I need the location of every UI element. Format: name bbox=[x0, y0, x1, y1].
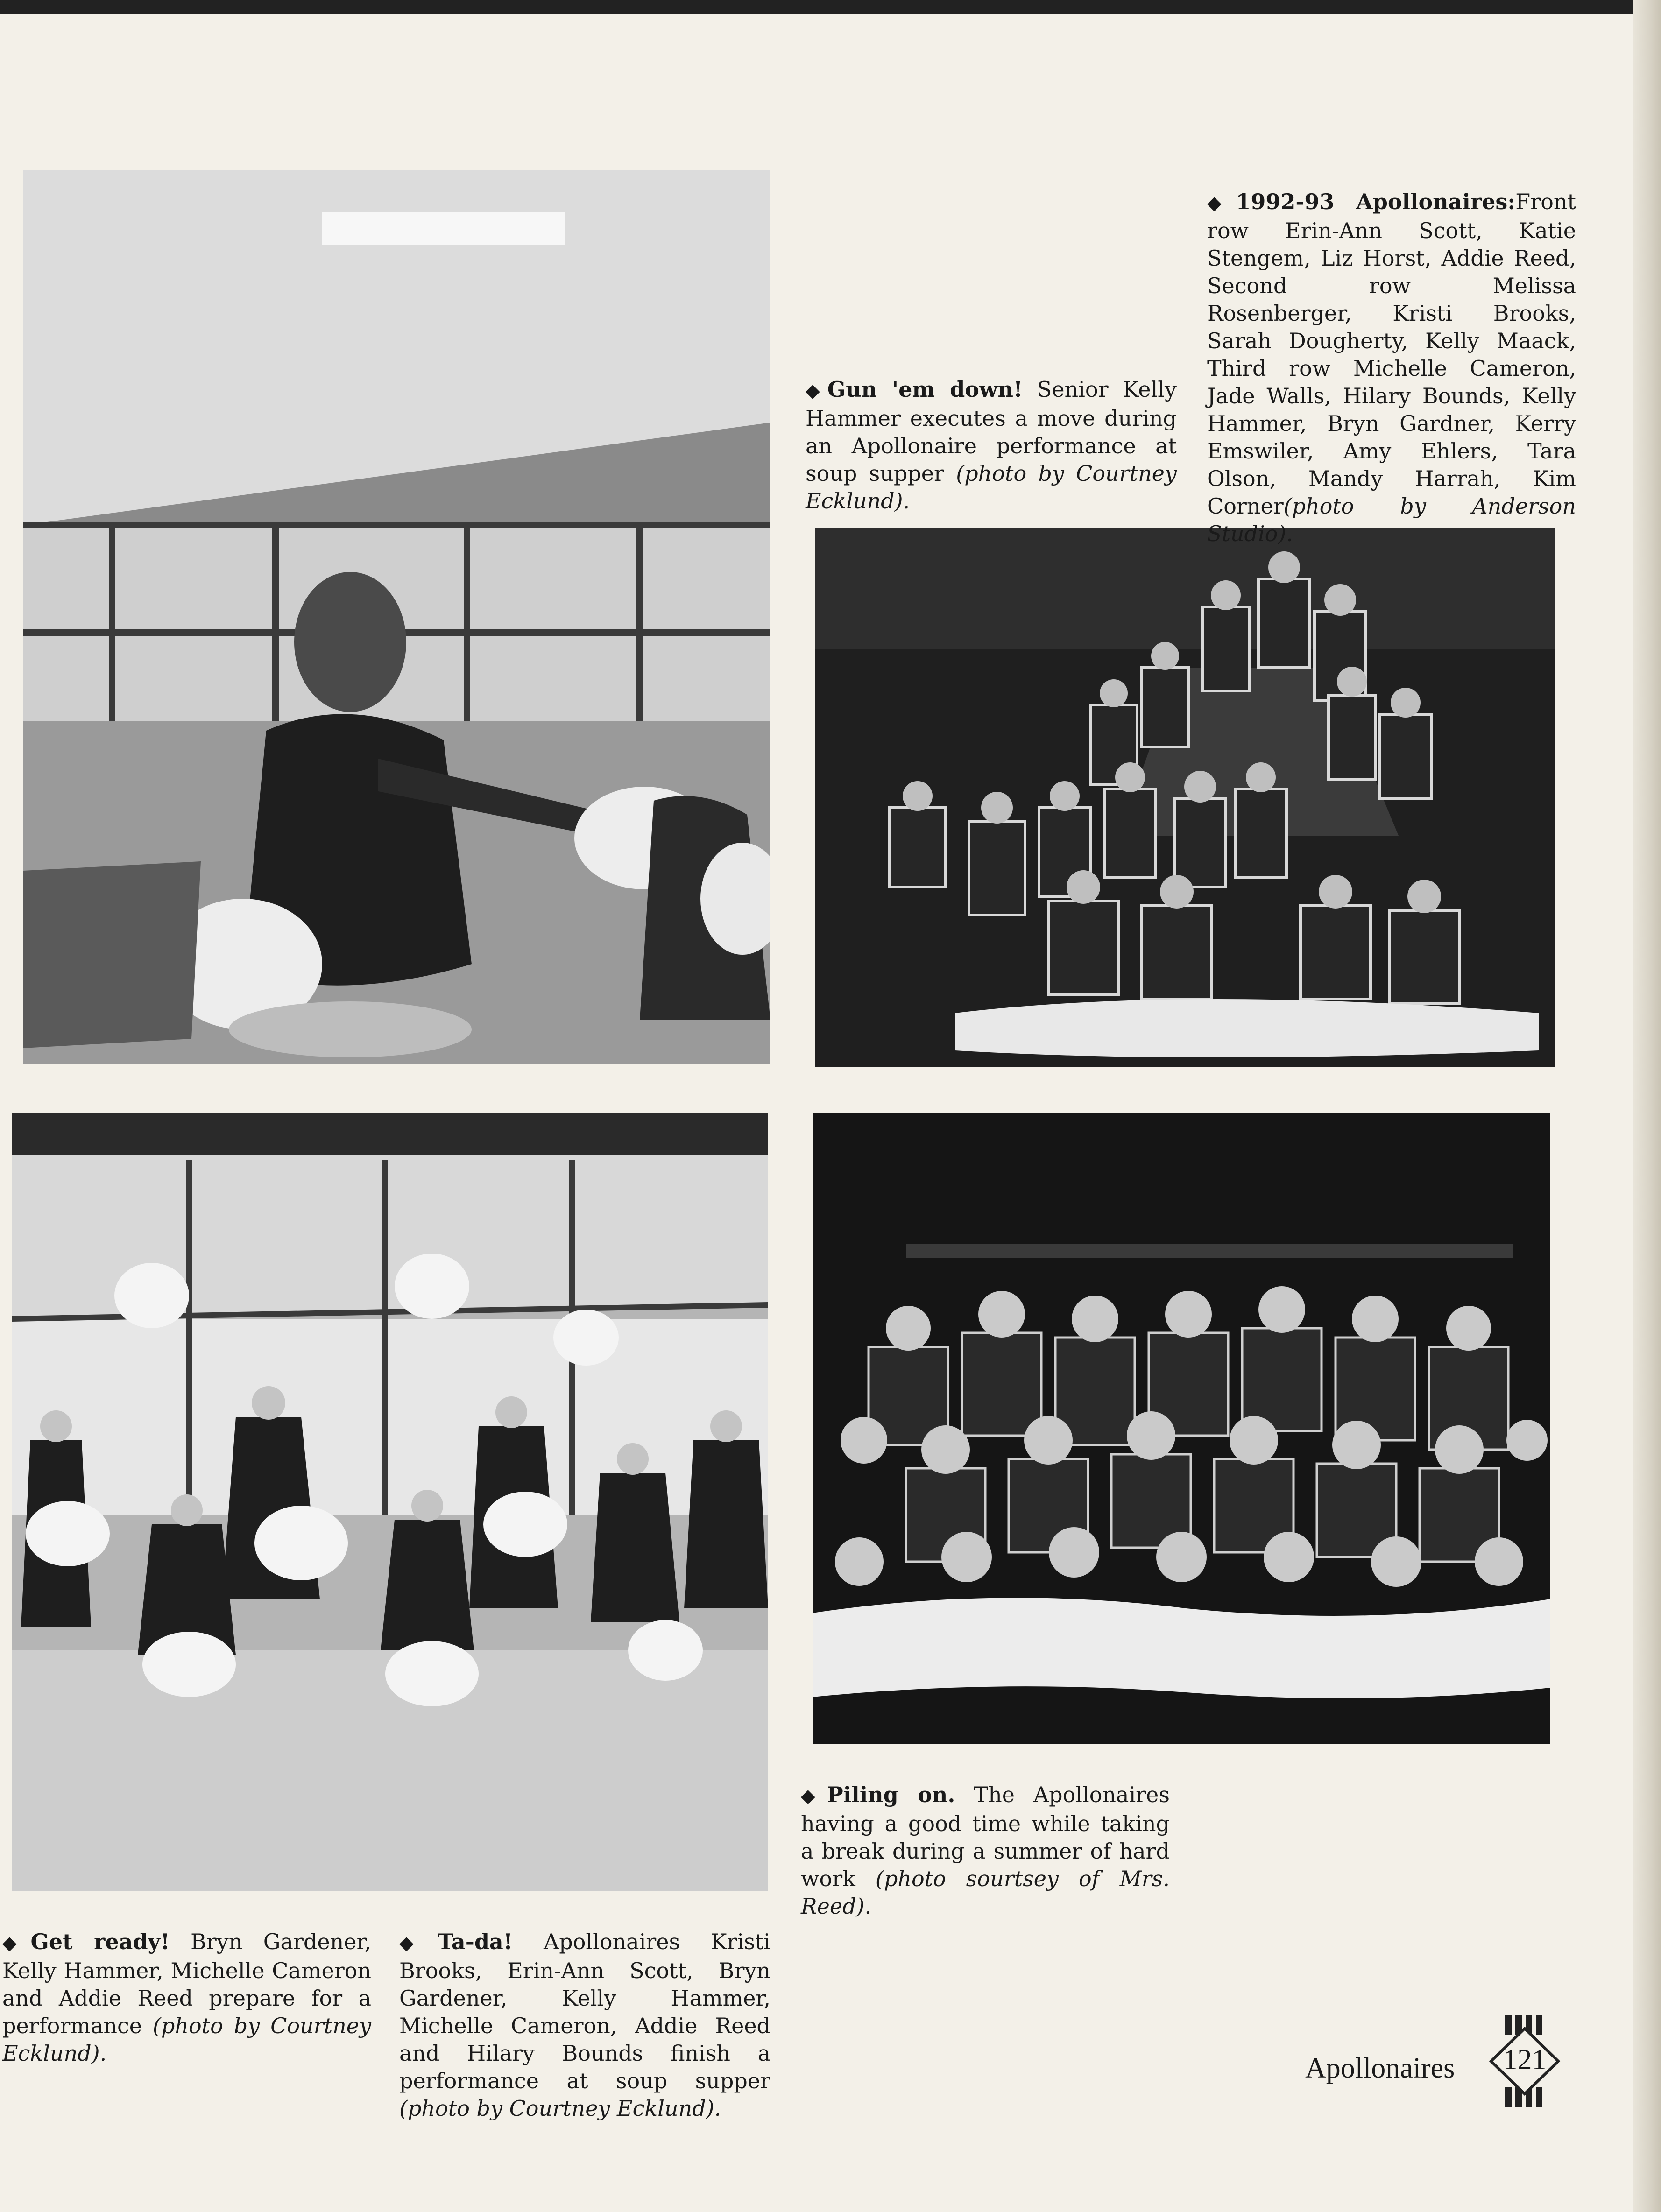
caption-credit: (photo by Courtney Ecklund). bbox=[2, 2013, 371, 2066]
caption-credit: (photo by Courtney Ecklund). bbox=[806, 461, 1177, 514]
diamond-bullet-icon: ◆ bbox=[1207, 192, 1236, 214]
caption-lead: Gun 'em down! bbox=[827, 377, 1023, 402]
diamond-bullet-icon: ◆ bbox=[2, 1932, 31, 1954]
caption-body: Apollonaires Kristi Brooks, Erin-Ann Scott, Bryn Gardener, Kelly Hammer, Michelle Cameron, Addie Reed and Hilary Bounds finish a performance at soup supper bbox=[399, 1929, 770, 2093]
caption-lead: Get ready! bbox=[30, 1929, 170, 1954]
page-binding-edge bbox=[1633, 0, 1661, 2212]
photo-team-1992-93 bbox=[815, 528, 1555, 1067]
page-number-badge bbox=[1487, 2015, 1562, 2108]
caption-team-photo bbox=[1207, 188, 1576, 548]
caption-body: Front row Erin-Ann Scott, Katie Stengem, Liz Horst, Addie Reed, Second row Melissa Rosenberger, Kristi Brooks, Sarah Dougherty, Kelly Maack, Third row Michelle Cameron, Jade Walls, Hilary Bounds, Kelly Hammer, Bryn Gardner, Kerry Emswiler, Amy Ehlers, Tara Olson, Mandy Harrah, Kim Corner bbox=[1207, 189, 1576, 519]
caption-gun-em-down bbox=[806, 376, 1177, 515]
caption-ta-da bbox=[399, 1928, 770, 2122]
section-footer-label: Apollonaires bbox=[1305, 2052, 1455, 2084]
diamond-bullet-icon: ◆ bbox=[399, 1932, 438, 1954]
caption-get-ready bbox=[2, 1928, 371, 2067]
photo-gun-em-down bbox=[23, 170, 770, 1064]
caption-lead: 1992-93 Apollonaires: bbox=[1236, 189, 1516, 214]
photo-ta-da bbox=[12, 1113, 768, 1891]
photo-piling-on bbox=[813, 1113, 1550, 1744]
caption-body: Senior Kelly Hammer executes a move during an Apollonaire performance at soup supper bbox=[806, 377, 1177, 486]
caption-credit: (photo sourtsey of Mrs. Reed). bbox=[801, 1866, 1170, 1919]
diamond-bullet-icon: ◆ bbox=[806, 380, 827, 402]
diamond-bullet-icon: ◆ bbox=[801, 1785, 827, 1807]
caption-lead: Piling on. bbox=[827, 1782, 955, 1807]
caption-body: Bryn Gardener, Kelly Hammer, Michelle Cameron and Addie Reed prepare for a performance bbox=[2, 1929, 371, 2038]
caption-body: The Apollonaires having a good time while taking a break during a summer of hard work bbox=[801, 1782, 1170, 1891]
caption-credit: (photo by Courtney Ecklund). bbox=[399, 2096, 721, 2121]
page-top-edge bbox=[0, 0, 1661, 14]
page-number: 121 bbox=[1503, 2044, 1547, 2076]
caption-credit: (photo by Anderson Studio). bbox=[1207, 493, 1576, 546]
caption-piling-on bbox=[801, 1781, 1170, 1920]
caption-lead: Ta-da! bbox=[438, 1929, 513, 1954]
